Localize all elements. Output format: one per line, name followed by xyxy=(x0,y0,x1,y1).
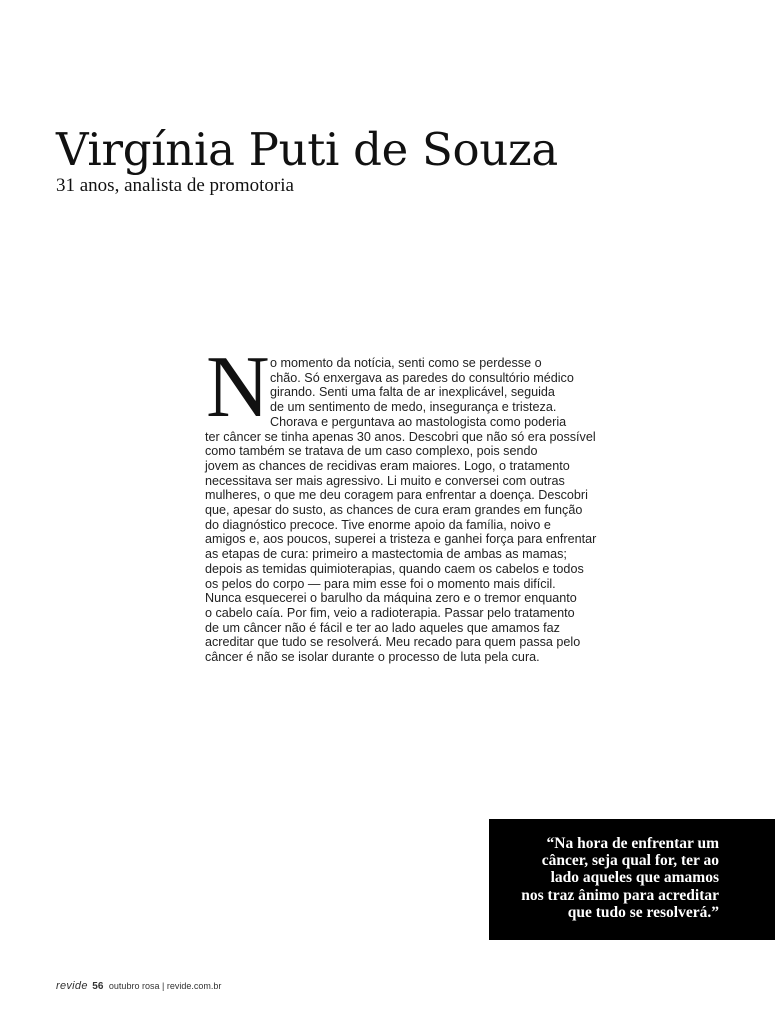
article-line: que, apesar do susto, as chances de cura eram grandes em função xyxy=(205,503,583,518)
pull-quote-line: câncer, seja qual for, ter ao xyxy=(541,852,719,870)
page-subtitle: 31 anos, analista de promotoria xyxy=(56,175,294,196)
footer-separator: | xyxy=(161,981,165,991)
article-line: ter câncer se tinha apenas 30 anos. Descobri que não só era possível xyxy=(205,429,596,444)
article-line: as etapas de cura: primeiro a mastectomia de ambas as mamas; xyxy=(205,547,567,562)
article-line: do diagnóstico precoce. Tive enorme apoio da família, noivo e xyxy=(205,517,551,532)
article-line: jovem as chances de recidivas eram maiores. Logo, o tratamento xyxy=(205,458,570,473)
pull-quote-line: “Na hora de enfrentar um xyxy=(546,835,719,852)
article-line: girando. Senti uma falta de ar inexplicável, seguida xyxy=(270,385,555,400)
drop-cap: N xyxy=(206,339,270,436)
page-footer xyxy=(56,980,221,993)
article-line: depois as temidas quimioterapias, quando caem os cabelos e todos xyxy=(205,561,584,576)
article-line: mulheres, o que me deu coragem para enfrentar a doença. Descobri xyxy=(205,488,588,503)
article-line: o cabelo caía. Por fim, veio a radioterapia. Passar pelo tratamento xyxy=(205,605,575,620)
article-line: necessitava ser mais agressivo. Li muito e conversei com outras xyxy=(205,473,565,488)
article-line: de um câncer não é fácil e ter ao lado aqueles que amamos faz xyxy=(205,620,560,635)
page-number: 56 xyxy=(92,981,104,992)
article-body xyxy=(205,356,597,665)
article-line: os pelos do corpo — para mim esse foi o momento mais difícil. xyxy=(205,576,556,591)
pull-quote-line: nos traz ânimo para acreditar xyxy=(521,886,719,904)
page-title: Virgínia Puti de Souza xyxy=(56,123,558,176)
pull-quote xyxy=(489,819,775,940)
article-line: chão. Só enxergava as paredes do consultório médico xyxy=(270,370,574,385)
article-line: acreditar que tudo se resolverá. Meu recado para quem passa pelo xyxy=(205,635,581,650)
pull-quote-line: que tudo se resolverá.” xyxy=(567,903,719,921)
article-line: o momento da notícia, senti como se perdesse o xyxy=(270,356,542,370)
article-line: câncer é não se isolar durante o processo de luta pela cura. xyxy=(205,650,540,665)
website-link[interactable]: revide.com.br xyxy=(166,981,222,991)
section-name: outubro rosa xyxy=(108,981,160,991)
article-line: Chorava e perguntava ao mastologista como poderia xyxy=(270,414,567,429)
article-line: de um sentimento de medo, insegurança e tristeza. xyxy=(270,400,557,415)
article-line: Nunca esquecerei o barulho da máquina zero e o tremor enquanto xyxy=(205,591,577,606)
pull-quote-line: lado aqueles que amamos xyxy=(550,869,719,887)
article-line: como também se tratava de um caso complexo, pois sendo xyxy=(205,444,538,459)
magazine-logo: revide xyxy=(56,980,88,992)
article-line: amigos e, aos poucos, superei a tristeza e ganhei força para enfrentar xyxy=(205,532,597,547)
